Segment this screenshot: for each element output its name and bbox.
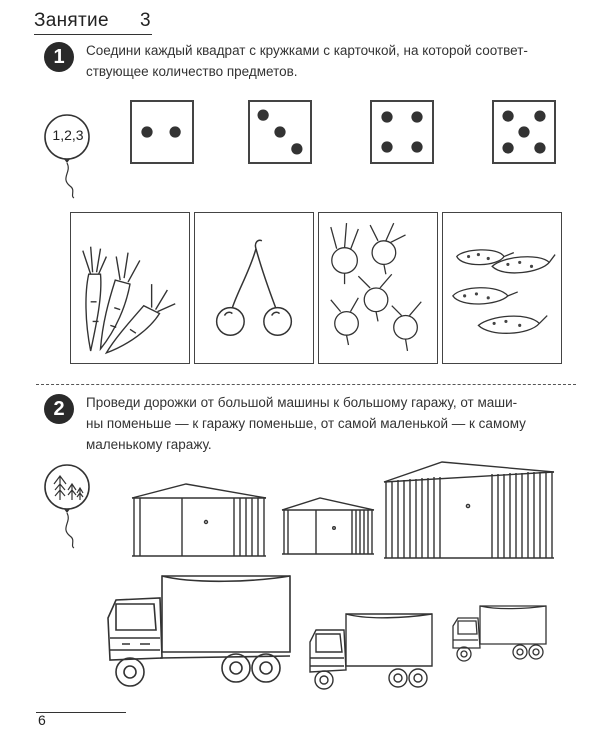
page-number: 6 — [38, 712, 46, 728]
card-cherries[interactable] — [194, 212, 314, 364]
truck-medium[interactable] — [306, 610, 436, 696]
lesson-title-text: Занятие — [34, 10, 109, 31]
truck-large[interactable] — [104, 572, 296, 696]
lesson-number: 3 — [140, 10, 151, 31]
section-divider — [36, 384, 576, 385]
task1-number: 1 — [53, 45, 65, 68]
card-cucumbers[interactable] — [442, 212, 562, 364]
task2-text-line3: маленькому гаражу. — [86, 437, 212, 452]
task1-text-line1: Соедини каждый квадрат с кружками с карточкой, на которой соответ- — [86, 43, 528, 58]
title-underline — [34, 34, 152, 35]
garage-small[interactable] — [280, 496, 376, 558]
task2-instruction — [86, 392, 586, 455]
balloon-numbers-icon — [40, 110, 100, 200]
lesson-title — [34, 10, 151, 32]
dice-two-dots[interactable] — [130, 100, 194, 164]
garage-medium[interactable] — [128, 480, 270, 560]
dice-four-dots[interactable] — [370, 100, 434, 164]
task1-number-badge — [44, 42, 74, 72]
balloon-label: 1,2,3 — [52, 127, 84, 143]
page-number-rule — [36, 712, 126, 713]
dice-five-dots[interactable] — [492, 100, 556, 164]
dice-three-dots[interactable] — [248, 100, 312, 164]
card-carrots[interactable] — [70, 212, 190, 364]
task2-number-badge — [44, 394, 74, 424]
truck-small[interactable] — [450, 602, 550, 666]
task1-instruction — [86, 40, 586, 82]
task2-text-line1: Проведи дорожки от большой машины к большому гаражу, от маши- — [86, 395, 518, 410]
task2-number: 2 — [53, 397, 65, 420]
garage-large[interactable] — [382, 458, 558, 562]
task1-text-line2: ствующее количество предметов. — [86, 64, 298, 79]
task2-text-line2: ны поменьше — к гаражу поменьше, от самой маленькой — к самому — [86, 416, 526, 431]
card-beets[interactable] — [318, 212, 438, 364]
trees-icon — [40, 460, 100, 550]
